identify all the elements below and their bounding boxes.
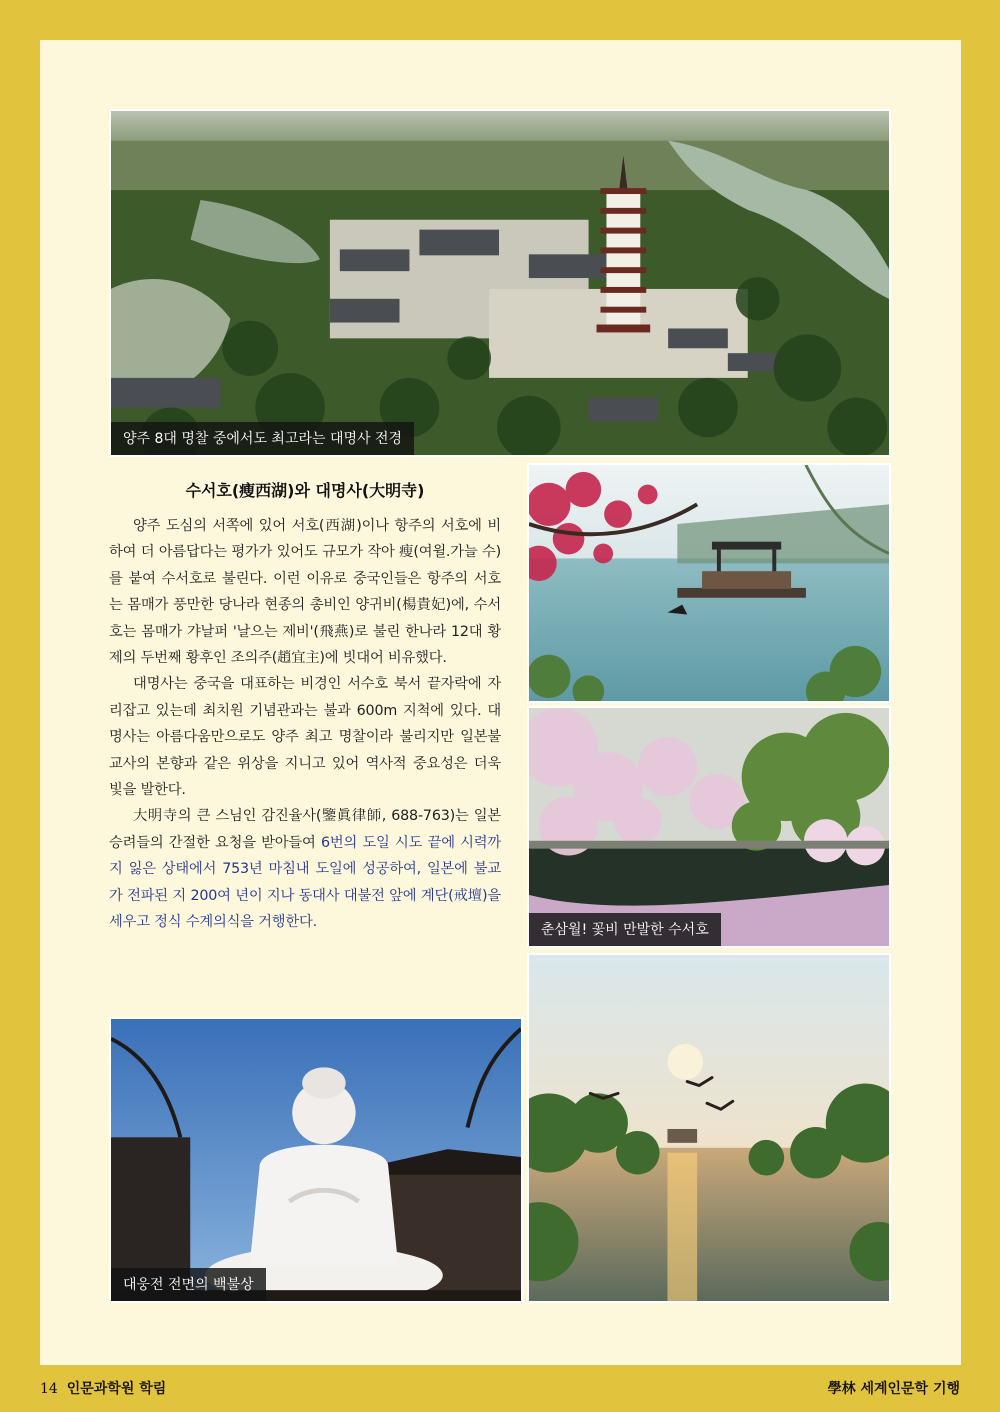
cherry-blossom-lake-photo — [527, 706, 891, 948]
publication-name-left: 인문과학원 학림 — [66, 1381, 167, 1397]
article-paragraph-3 — [109, 803, 501, 935]
article-paragraph-2: 대명사는 중국을 대표하는 비경인 서수호 북서 끝자락에 자리잡고 있는데 최치원 기념관과는 불과 600m 지척에 있다. 대명사는 아름다움만으로도 양주 최고 명찰이라 불리지만 일본불교사의 본향과 같은 위상을 지니고 있어 역사적 중요성은 더욱 빛을 발한다. — [109, 676, 501, 799]
sunset-lake-image — [529, 955, 889, 1301]
boat-pavilion-image — [529, 465, 889, 701]
white-buddha-image — [111, 1019, 521, 1301]
white-buddha-photo — [109, 1017, 523, 1303]
temple-aerial-image — [111, 111, 889, 455]
footer-left — [40, 1378, 166, 1398]
cherry-blossom-image — [529, 708, 889, 946]
paragraph-3-text: 大明寺의 큰 스님인 감진율사(鑒眞律師, 688-763)는 일본 승려들의 간절한 요청을 받아들여 — [109, 808, 501, 851]
article — [109, 478, 501, 936]
article-paragraph-1: 양주 도심의 서쪽에 있어 서호(西湖)이나 항주의 서호에 비하여 더 아름답다는 평가가 있어도 규모가 작아 瘦(여윌.가늘 수)를 붙여 수서호로 불린다. 이런 이유로 중국인들은 항주의 서호는 몸매가 풍만한 당나라 현종의 총비인 양귀비(楊貴妃)에, 수서호는 몸매가 갸날퍼 '날으는 제비'(飛燕)로 불린 한나라 12대 황제의 두번째 황후인 조의주(趙宜主)에 빗대어 비유했다. — [109, 518, 501, 667]
buddha-photo-caption: 대웅전 전면의 백불상 — [111, 1268, 266, 1301]
article-title: 수서호(瘦西湖)와 대명사(大明寺) — [185, 481, 425, 500]
paragraph-3-highlight: 6번의 도일 시도 끝에 시력까지 잃은 상태에서 753년 마침내 도일에 성공하여, 일본에 불교가 전파된 지 200여 년이 지나 동대사 대불전 앞에 계단(戒壇)을 세우고 정식 수계의식을 거행한다. — [109, 834, 501, 931]
boat-pavilion-photo — [527, 463, 891, 703]
temple-aerial-photo — [109, 109, 891, 457]
sunset-lake-photo — [527, 953, 891, 1303]
page-number: 14 — [40, 1381, 58, 1397]
temple-photo-caption: 양주 8대 명찰 중에서도 최고라는 대명사 전경 — [111, 422, 414, 455]
publication-name-right: 學林 세계인문학 기행 — [827, 1381, 960, 1397]
blossom-photo-caption: 춘삼월! 꽃비 만발한 수서호 — [529, 913, 721, 946]
